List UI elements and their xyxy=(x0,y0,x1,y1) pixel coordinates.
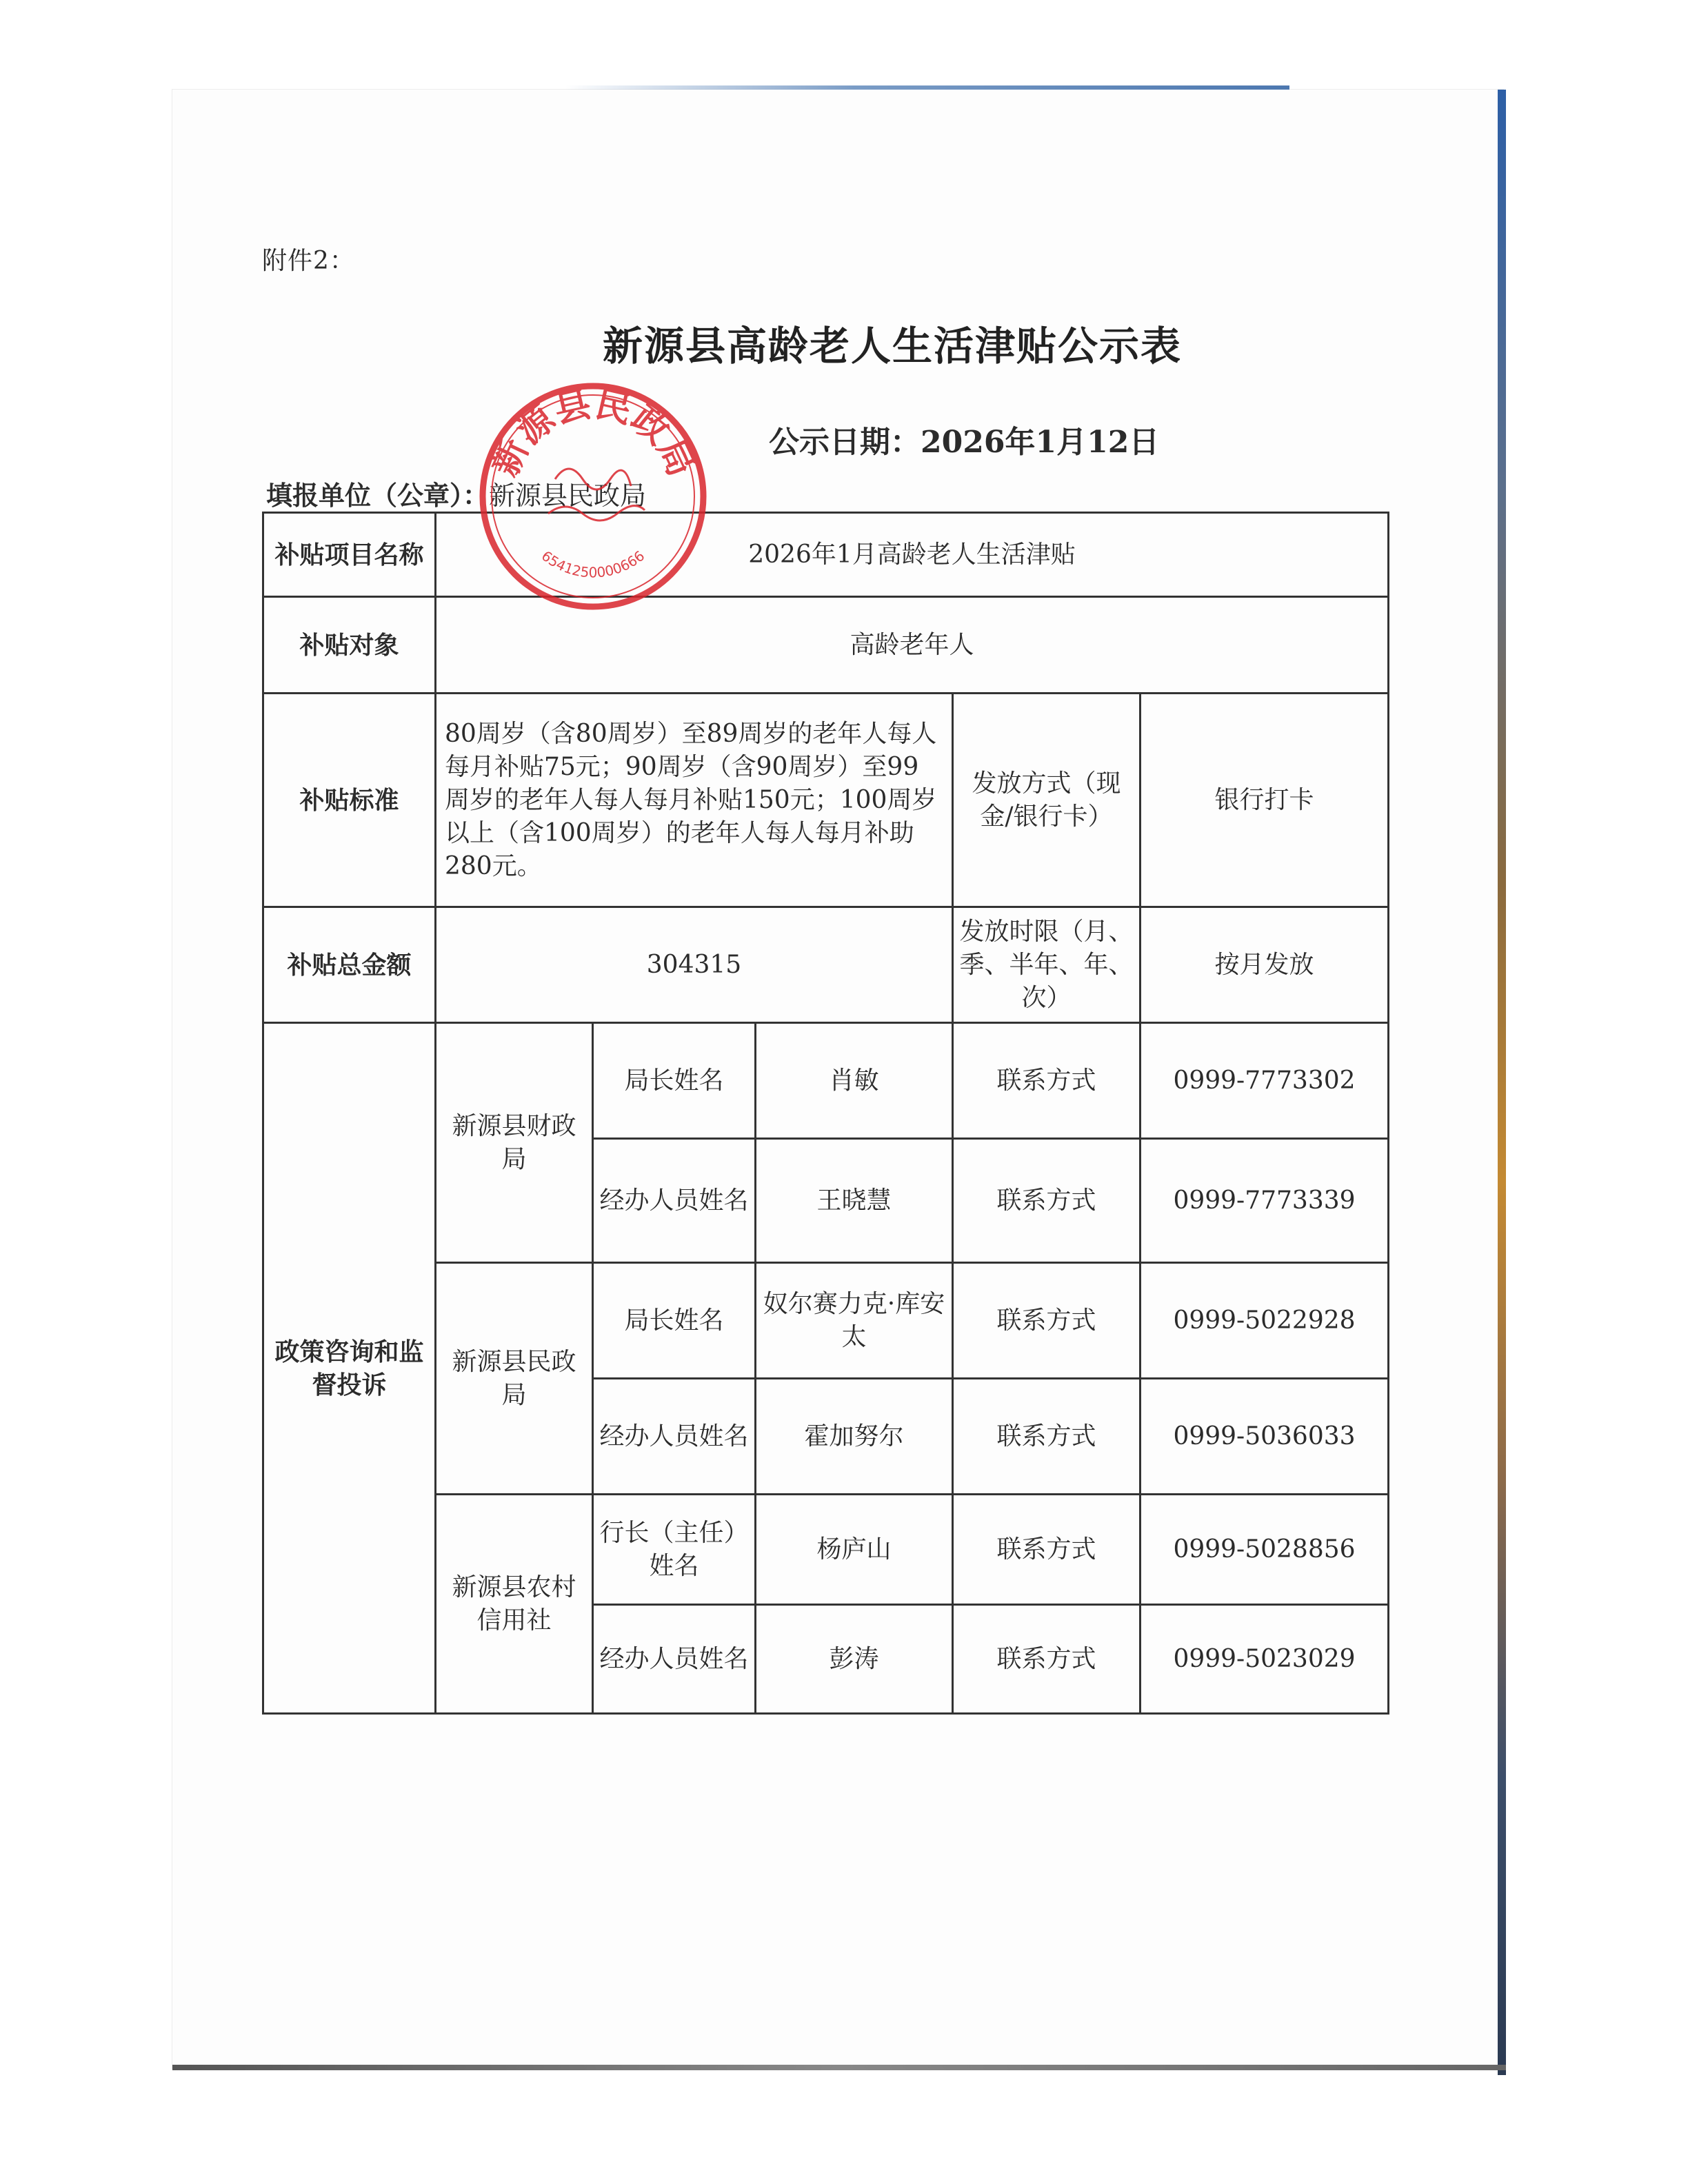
method-label: 发放方式（现金/银行卡） xyxy=(953,694,1141,907)
filler-unit-value: 新源县民政局 xyxy=(489,481,647,511)
subsidy-table xyxy=(262,512,1389,1715)
person-name: 奴尔赛力克·库安太 xyxy=(756,1263,953,1379)
attachment-label: 附件2： xyxy=(262,247,355,275)
phone-number: 0999-5022928 xyxy=(1141,1263,1389,1379)
standard-value: 80周岁（含80周岁）至89周岁的老年人每人每月补贴75元；90周岁（含90周岁）至99周岁的老年人每人每月补贴150元；100周岁以上（含100周岁）的老年人每人每月补助280元。 xyxy=(436,694,953,907)
contact-label: 联系方式 xyxy=(953,1263,1141,1379)
seal-graphic xyxy=(483,383,703,607)
person-name: 王晓慧 xyxy=(756,1139,953,1263)
contact-label: 联系方式 xyxy=(953,1605,1141,1714)
person-name: 彭涛 xyxy=(756,1605,953,1714)
org-name: 新源县民政局 xyxy=(436,1263,593,1495)
phone-number: 0999-5028856 xyxy=(1141,1495,1389,1605)
period-value: 按月发放 xyxy=(1141,907,1389,1023)
svg-text:新源县民政局 xyxy=(483,383,702,483)
project-label: 补贴项目名称 xyxy=(263,513,436,597)
project-value: 2026年1月高龄老人生活津贴 xyxy=(436,513,1389,597)
publish-date: 公示日期：2026年1月12日 xyxy=(769,425,1160,460)
page-title: 新源县高龄老人生活津贴公示表 xyxy=(602,323,1182,370)
svg-text:6541250000666 xyxy=(539,547,647,580)
official-seal xyxy=(472,376,714,617)
person-name: 杨庐山 xyxy=(756,1495,953,1605)
role-label: 经办人员姓名 xyxy=(593,1379,756,1495)
contact-label: 联系方式 xyxy=(953,1023,1141,1139)
role-label: 行长（主任）姓名 xyxy=(593,1495,756,1605)
background-strip xyxy=(1498,90,1506,2075)
target-value: 高龄老年人 xyxy=(436,597,1389,694)
person-name: 肖敏 xyxy=(756,1023,953,1139)
table-row xyxy=(263,907,1389,1023)
phone-number: 0999-5023029 xyxy=(1141,1605,1389,1714)
phone-number: 0999-7773302 xyxy=(1141,1023,1389,1139)
contact-label: 联系方式 xyxy=(953,1139,1141,1263)
filler-unit-label: 填报单位（公章）： xyxy=(266,480,490,511)
table-row xyxy=(263,1023,1389,1139)
seal-number-text: 6541250000666 xyxy=(538,547,648,581)
standard-label: 补贴标准 xyxy=(263,694,436,907)
target-label: 补贴对象 xyxy=(263,597,436,694)
org-name: 新源县财政局 xyxy=(436,1023,593,1263)
table-row xyxy=(263,597,1389,694)
period-label: 发放时限（月、季、半年、年、次） xyxy=(953,907,1141,1023)
org-name: 新源县农村信用社 xyxy=(436,1495,593,1714)
total-value: 304315 xyxy=(436,907,953,1023)
consult-label: 政策咨询和监督投诉 xyxy=(263,1023,436,1714)
seal-name-text: 新源县民政局 xyxy=(483,383,703,483)
contact-label: 联系方式 xyxy=(953,1495,1141,1605)
phone-number: 0999-7773339 xyxy=(1141,1139,1389,1263)
method-value: 银行打卡 xyxy=(1141,694,1389,907)
total-label: 补贴总金额 xyxy=(263,907,436,1023)
role-label: 局长姓名 xyxy=(593,1023,756,1139)
contact-label: 联系方式 xyxy=(953,1379,1141,1495)
table-row xyxy=(263,513,1389,597)
table-row xyxy=(263,694,1389,907)
phone-number: 0999-5036033 xyxy=(1141,1379,1389,1495)
role-label: 局长姓名 xyxy=(593,1263,756,1379)
person-name: 霍加努尔 xyxy=(756,1379,953,1495)
sheet-bottom-edge xyxy=(172,2065,1506,2070)
sheet-top-edge xyxy=(565,85,1289,90)
role-label: 经办人员姓名 xyxy=(593,1139,756,1263)
role-label: 经办人员姓名 xyxy=(593,1605,756,1714)
